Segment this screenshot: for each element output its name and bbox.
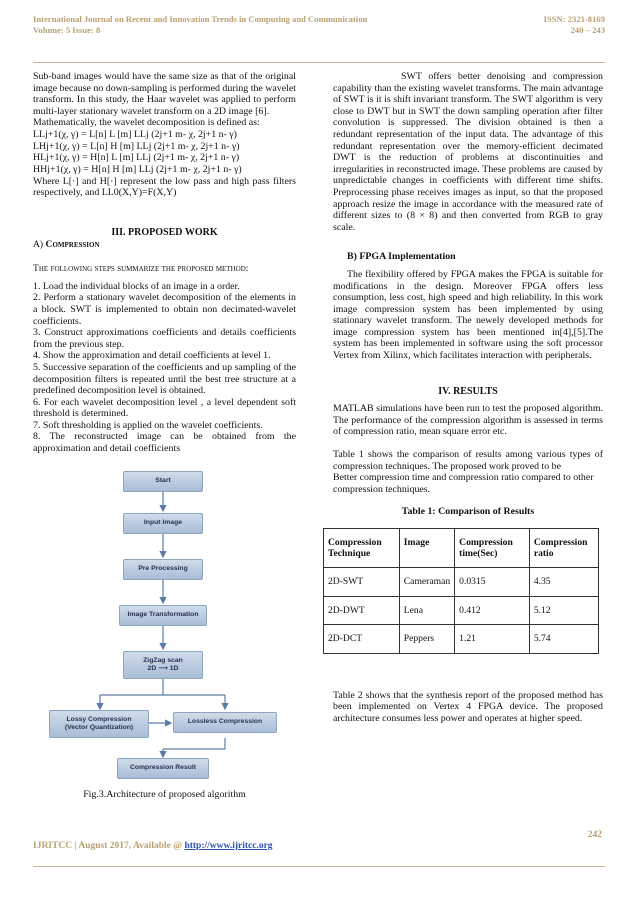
table-header-cell: Compression time(Sec) (455, 529, 530, 568)
section-heading-results: IV. RESULTS (438, 385, 498, 397)
subsection-a-heading (33, 239, 296, 251)
flow-compression-result: Compression Result (117, 758, 209, 779)
fpga-paragraph: The flexibility offered by FPGA makes the FPGA is suitable for modifications in the design. Moreover FPGA offers less consumption, less cost, high speed and high reliability. In this work image compression system has been implemented by using stationary wavelet transform. The newely developed methods for image compression system has been mentioned in[4],[5].The system has been implemented in software using the soft processor Vertex from Xilinx, which facilitates interaction with peripherals. (333, 268, 603, 362)
where-paragraph: Where L[·] and H[·] represent the low pass and high pass filters respectively, and LL0(X,Y)=F(X,Y) (33, 175, 296, 199)
left-column (33, 71, 296, 800)
flow-zigzag-scan (123, 651, 203, 679)
equation-hl: HLj+1(χ, γ) = H[n] L [m] LLj (2j+1 m- χ, 2j+1 n- γ) (33, 152, 240, 164)
flow-preprocessing: Pre Processing (123, 559, 203, 580)
footer-divider (33, 866, 605, 867)
footer-text: IJRITCC | August 2017, Available @ (33, 841, 185, 851)
step-item: 8. The reconstructed image can be obtained from the approximation and detail coefficients (33, 431, 296, 455)
table-cell: Lena (399, 596, 454, 625)
flow-lossy-compression (49, 710, 149, 738)
steps-intro: The following steps summarize the proposed method: (33, 263, 249, 275)
table-header-cell: Compression Technique (324, 529, 400, 568)
right-column (328, 71, 603, 725)
lossy-line2: (Vector Quantization) (64, 723, 134, 731)
table-cell: Peppers (399, 625, 454, 654)
header-divider (33, 62, 605, 63)
page-header (33, 14, 605, 36)
results-paragraph: MATLAB simulations have been run to test the proposed algorithm. The performance of the compression algorithm is assessed in terms of compression ratio, mean square error etc. (333, 403, 603, 438)
step-item: 3. Construct approximations coefficients and details coefficients from the previous step. (33, 327, 296, 350)
swt-paragraph: SWT offers better denoising and compression capability than the existing wavelet transforms. The main advantage of SWT is it is shift invariant transform. The SWT algorithm is very close to DWT but in SWT the down sampling operation after filter convolution is suppressed. The division obtained is then a redundant representation of the input data. The advantage of this redundant representation over the memory-efficient decimated DWT is the reduction of problems at discontinuities and irregularities in reconstructed image. These problems are caused by unpredictable changes in coefficients with different time shifts. Preprocessing phase receives images as input, so that the proposed approach resize the image in accordance with the measured rate of different sizes to (8 × 8) and then converted from RGB to gray scale. (333, 71, 603, 233)
flow-image-transformation: Image Transformation (119, 605, 207, 626)
math-intro: Mathematically, the wavelet decomposition is defined as: (33, 117, 260, 129)
table-cell: 5.74 (529, 625, 598, 654)
table-cell: 4.35 (529, 568, 598, 597)
figure-caption: Fig.3.Architecture of proposed algorithm (83, 788, 246, 800)
table-header-row (324, 529, 599, 568)
page-range: 240 – 243 (570, 25, 605, 35)
table-cell: Cameraman (399, 568, 454, 597)
page-footer (33, 841, 273, 851)
flow-start: Start (123, 471, 203, 492)
flow-lossless-compression: Lossless Compression (173, 712, 277, 733)
table2-paragraph: Table 2 shows that the synthesis report of the proposed method has been implemented on Vertex 4 FPGA device. The proposed architecture consumes less power and operates at higher speed. (333, 689, 603, 724)
journal-title: International Journal on Recent and Innovation Trends in Computing and Communication (33, 14, 368, 24)
lossy-line1: Lossy Compression (66, 715, 132, 723)
equation-hh: HHj+1(χ, γ) = H[n] H [m] LLj (2j+1 m- χ, 2j+1 n- γ) (33, 164, 242, 176)
table1-paragraph: Table 1 shows the comparison of results among various types of compression techniques. The proposed work proved to be (333, 449, 603, 472)
issn: ISSN: 2321-8169 (543, 14, 605, 24)
table-cell: 2D-DCT (324, 625, 400, 654)
step-item: 1. Load the individual blocks of an image in a order. (33, 280, 240, 292)
table-cell: 2D-SWT (324, 568, 400, 597)
subsection-a-title: Compression (45, 238, 100, 250)
results-table (323, 528, 599, 654)
table1-paragraph-cont: Better compression time and compression ratio compared to other compression techniques. (333, 472, 594, 495)
equation-ll: LLj+1(χ, γ) = L[n] L [m] LLj (2j+1 m- χ, 2j+1 n- γ) (33, 128, 237, 140)
step-item: 4. Show the approximation and detail coefficients at level 1. (33, 350, 271, 362)
table-header-cell: Compression ratio (529, 529, 598, 568)
table-row (324, 568, 599, 597)
flow-input-image: Input Image (123, 513, 203, 534)
step-item: 5. Successive separation of the coefficients and up sampling of the decomposition filters is repeated until the best tree structure at a predefined decomposition level is obtained. (33, 361, 296, 397)
zigzag-line1: ZigZag scan (143, 656, 183, 664)
table-cell: 0.412 (455, 596, 530, 625)
equation-lh: LHj+1(χ, γ) = L[n] H [m] LLj (2j+1 m- χ, 2j+1 n- γ) (33, 140, 240, 152)
step-item: 7. Soft thresholding is applied on the wavelet coefficients. (33, 419, 263, 431)
volume-issue: Volume: 5 Issue: 8 (33, 25, 101, 35)
page-number: 242 (587, 830, 602, 840)
table-cell: 1.21 (455, 625, 530, 654)
table-cell: 2D-DWT (324, 596, 400, 625)
intro-paragraph: Sub-band images would have the same size as that of the original image because no down-sampling is performed during the wavelet transform. In this study, the Haar wavelet was applied to perform multi-layer stationary wavelet transform on a 2D image [6]. (33, 71, 296, 117)
step-item: 6. For each wavelet decomposition level , a level dependent soft threshold is determined. (33, 396, 296, 420)
table-row (324, 625, 599, 654)
footer-link[interactable]: http://www.ijritcc.org (184, 841, 273, 851)
subsection-b-heading: B) FPGA Implementation (347, 251, 456, 263)
table-cell: 5.12 (529, 596, 598, 625)
section-heading-proposed-work: III. PROPOSED WORK (111, 226, 218, 238)
subsection-a-letter: A) (33, 238, 46, 250)
zigzag-line2: 2D ⟶ 1D (147, 664, 179, 672)
table-row (324, 596, 599, 625)
table-header-cell: Image (399, 529, 454, 568)
architecture-flowchart (45, 461, 281, 781)
table-cell: 0.0315 (455, 568, 530, 597)
table-caption: Table 1: Comparison of Results (401, 506, 535, 518)
step-item: 2. Perform a stationary wavelet decomposition of the elements in a block. SWT is implemented to obtain non decimated-wavelet coefficients. (33, 292, 296, 327)
